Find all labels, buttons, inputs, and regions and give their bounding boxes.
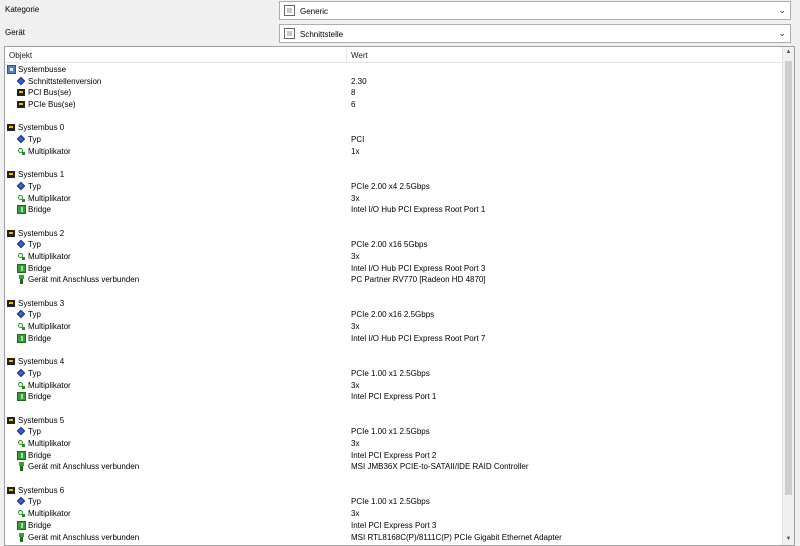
pci-bus-icon [7,486,16,495]
row-label: Multiplikator [28,322,71,332]
row-object-cell [17,147,71,156]
row-label: PCI Bus(se) [28,88,72,98]
table-spacer-row [5,158,782,170]
row-label: Typ [28,310,41,320]
row-value: 3x [351,193,360,203]
table-row[interactable] [5,333,782,345]
row-object-cell [7,229,64,238]
table-row[interactable] [5,193,782,205]
bridge-icon [17,264,26,273]
row-label: Multiplikator [28,509,71,519]
row-object-cell [17,509,71,518]
table-row[interactable] [5,438,782,450]
row-value: 3x [351,380,360,390]
row-object-cell [17,264,51,273]
row-value: Intel I/O Hub PCI Express Root Port 7 [351,333,486,343]
row-label: Systembus 4 [18,357,65,367]
row-label: Bridge [28,520,52,530]
row-object-cell [7,299,64,308]
row-value: 3x [351,252,360,261]
type-icon [17,182,26,191]
row-object-cell [17,88,71,97]
category-dropdown-value: Generic [300,7,329,16]
row-label: Systembusse [18,65,67,74]
row-label: Systembus 2 [18,228,65,238]
pci-bus-icon [7,123,16,132]
table-body [5,64,782,543]
table-row[interactable] [5,146,782,158]
row-value: PCIe 1.00 x1 2.5Gbps [351,427,430,437]
details-table [4,46,795,546]
row-value: PCIe 1.00 x1 2.5Gbps [351,497,430,507]
row-value: MSI JMB36X PCIE-to-SATAII/IDE RAID Controller [351,462,529,472]
row-object-cell [17,135,41,144]
row-value: PCI [351,135,365,145]
table-row[interactable] [5,251,782,263]
row-object-cell [17,310,41,319]
device-label: Gerät [5,28,26,37]
row-label: Systembus 6 [18,485,65,495]
generic-icon [284,5,295,16]
row-value: 3x [351,439,360,448]
row-object-cell [17,77,101,86]
pci-bus-icon [7,229,16,238]
table-row[interactable] [5,263,782,275]
column-header-value[interactable]: Wert [351,51,368,60]
multiplier-icon [17,252,26,261]
device-dropdown-value: Schnittstelle [300,30,344,39]
row-object-cell [17,497,41,506]
multiplier-icon [17,381,26,390]
scroll-down-icon[interactable]: ▼ [785,536,792,542]
row-object-cell [7,170,64,179]
type-icon [17,369,26,378]
scroll-thumb[interactable] [785,61,792,495]
pci-bus-icon [17,100,26,109]
pci-bus-icon [17,88,26,97]
row-label: Typ [28,240,41,250]
row-value: PCIe 1.00 x1 2.5Gbps [351,368,430,378]
device-dropdown[interactable] [279,24,791,43]
row-label: Gerät mit Anschluss verbunden [28,532,140,542]
type-icon [17,427,26,436]
row-label: Bridge [28,450,52,460]
row-label: Systembus 3 [18,298,65,308]
table-row[interactable] [5,532,782,544]
row-object-cell [17,392,51,401]
row-label: Multiplikator [28,380,71,390]
table-row[interactable] [5,228,782,240]
table-spacer-row [5,403,782,415]
table-row[interactable] [5,298,782,310]
row-label: Gerät mit Anschluss verbunden [28,462,140,472]
table-row[interactable] [5,426,782,438]
scroll-up-icon[interactable]: ▲ [785,49,792,55]
chevron-down-icon: ⌄ [778,5,786,15]
table-row[interactable] [5,204,782,216]
row-label: Gerät mit Anschluss verbunden [28,275,140,285]
row-label: Multiplikator [28,439,71,448]
row-object-cell [7,123,64,132]
table-row[interactable] [5,239,782,251]
column-header-object[interactable]: Objekt [9,51,33,60]
connected-device-icon [17,462,26,471]
table-row[interactable] [5,181,782,193]
table-spacer-row [5,286,782,298]
row-label: Typ [28,497,41,507]
pci-bus-icon [7,170,16,179]
type-icon [17,310,26,319]
table-row[interactable] [5,76,782,88]
table-row[interactable] [5,508,782,520]
column-divider[interactable] [346,47,347,62]
type-icon [17,240,26,249]
row-label: Multiplikator [28,252,71,261]
bridge-icon [17,521,26,530]
row-label: Multiplikator [28,193,71,203]
multiplier-icon [17,194,26,203]
type-icon [17,497,26,506]
bridge-icon [17,451,26,460]
category-dropdown[interactable] [279,1,791,20]
row-value: PCIe 2.00 x4 2.5Gbps [351,181,430,191]
row-object-cell [17,381,71,390]
row-object-cell [7,357,64,366]
row-label: Bridge [28,392,52,402]
row-object-cell [17,462,139,471]
table-row[interactable] [5,520,782,532]
row-object-cell [17,205,51,214]
table-row[interactable] [5,321,782,333]
multiplier-icon [17,322,26,331]
table-row[interactable] [5,87,782,99]
table-spacer-row [5,111,782,123]
row-label: Bridge [28,333,52,343]
row-object-cell [17,182,41,191]
table-row[interactable] [5,415,782,427]
row-object-cell [7,65,66,74]
row-value: 2.30 [351,76,367,86]
multiplier-icon [17,439,26,448]
row-object-cell [17,369,41,378]
row-value: Intel PCI Express Port 2 [351,450,437,460]
row-label: PCIe Bus(se) [28,100,76,110]
row-value: PCIe 2.00 x16 2.5Gbps [351,310,435,320]
row-object-cell [17,322,71,331]
pci-bus-icon [7,299,16,308]
interface-version-icon [17,77,26,86]
row-object-cell [17,427,41,436]
table-row[interactable] [5,356,782,368]
row-value: MSI RTL8168C(P)/8111C(P) PCIe Gigabit Ethernet Adapter [351,532,562,542]
table-row[interactable] [5,309,782,321]
multiplier-icon [17,147,26,156]
row-value: Intel PCI Express Port 3 [351,520,437,530]
interface-icon [284,28,295,39]
row-object-cell [17,451,51,460]
table-row[interactable] [5,134,782,146]
table-row[interactable] [5,485,782,497]
row-object-cell [17,275,139,284]
row-value: PC Partner RV770 [Radeon HD 4870] [351,275,486,285]
row-object-cell [7,416,64,425]
connected-device-icon [17,533,26,542]
table-header [5,47,782,63]
row-label: Multiplikator [28,146,71,156]
row-value: 8 [351,88,356,98]
row-label: Bridge [28,263,52,273]
table-row[interactable] [5,169,782,181]
pci-bus-icon [7,416,16,425]
row-label: Schnittstellenversion [28,76,102,86]
bridge-icon [17,205,26,214]
table-spacer-row [5,216,782,228]
row-value: 3x [351,322,360,332]
row-value: Intel I/O Hub PCI Express Root Port 3 [351,263,486,273]
table-row[interactable] [5,380,782,392]
table-row[interactable] [5,274,782,286]
row-value: 6 [351,100,356,110]
row-label: Typ [28,368,41,378]
table-row[interactable] [5,461,782,473]
row-value: 1x [351,146,360,156]
bridge-icon [17,334,26,343]
bridge-icon [17,392,26,401]
row-value: Intel I/O Hub PCI Express Root Port 1 [351,205,486,215]
type-icon [17,135,26,144]
connected-device-icon [17,275,26,284]
multiplier-icon [17,509,26,518]
row-object-cell [17,334,51,343]
vertical-scrollbar[interactable] [782,47,794,545]
row-object-cell [17,240,41,249]
row-label: Systembus 5 [18,415,65,425]
row-object-cell [17,100,76,109]
row-object-cell [17,533,139,542]
table-spacer-row [5,345,782,357]
row-label: Typ [28,135,41,145]
row-value: Intel PCI Express Port 1 [351,392,437,402]
row-object-cell [17,194,71,203]
table-row[interactable] [5,122,782,134]
table-row[interactable] [5,496,782,508]
table-row[interactable] [5,64,782,76]
row-object-cell [17,521,51,530]
chevron-down-icon: ⌄ [778,28,786,38]
row-label: Typ [28,181,41,191]
row-object-cell [7,486,64,495]
row-object-cell [17,439,71,448]
row-object-cell [17,252,71,261]
row-label: Systembus 1 [18,170,65,180]
system-bus-icon [7,65,16,74]
row-value: 3x [351,509,360,519]
table-spacer-row [5,473,782,485]
table-row[interactable] [5,391,782,403]
table-row[interactable] [5,368,782,380]
row-label: Systembus 0 [18,123,65,133]
pci-bus-icon [7,357,16,366]
row-label: Bridge [28,205,52,215]
row-label: Typ [28,427,41,437]
table-row[interactable] [5,99,782,111]
category-label: Kategorie [5,5,40,14]
table-row[interactable] [5,450,782,462]
row-value: PCIe 2.00 x16 5Gbps [351,240,428,250]
